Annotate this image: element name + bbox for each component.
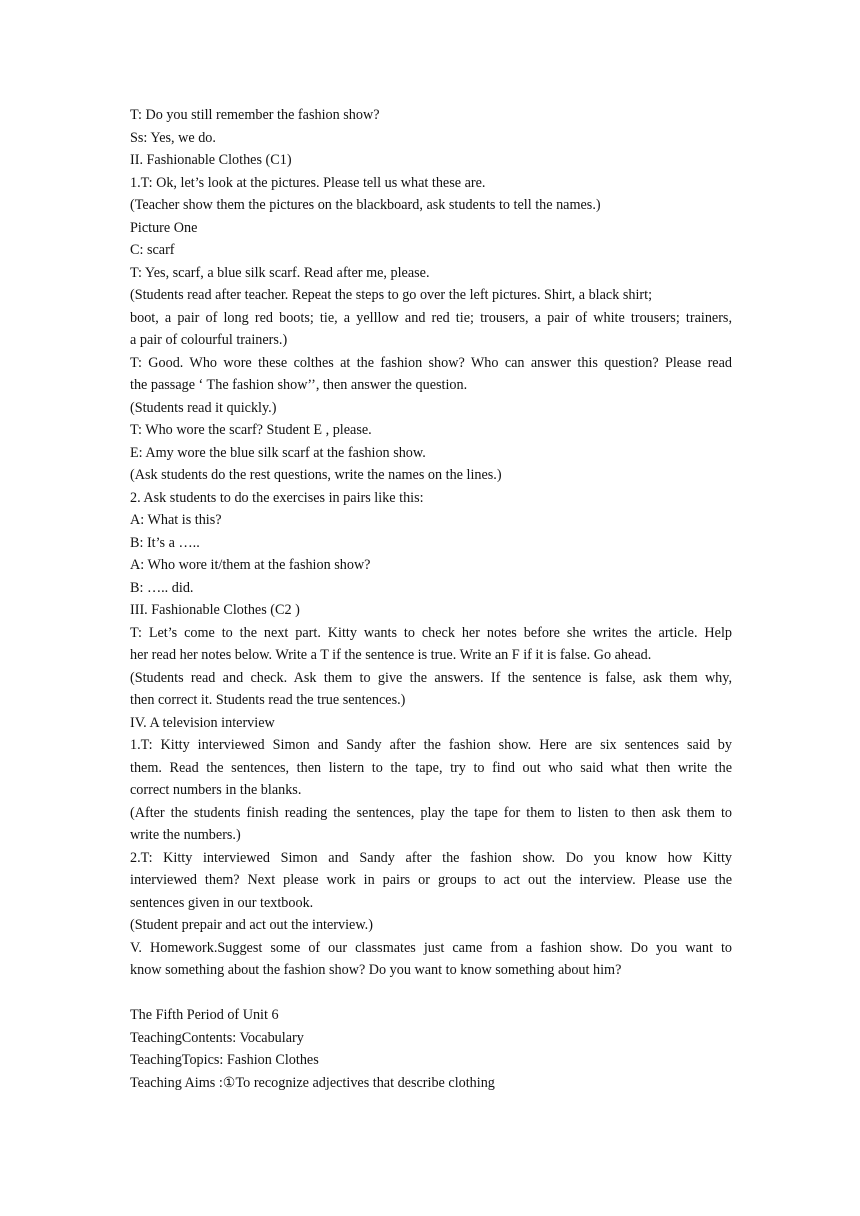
text-line: A: Who wore it/them at the fashion show?	[130, 557, 371, 573]
text-line: 2.T: Kitty interviewed Simon and Sandy after the fashion show. Do you know how Kitty	[130, 849, 732, 866]
text-line: correct numbers in the blanks.	[130, 782, 302, 798]
text-line: B: It’s a …..	[130, 534, 200, 551]
text-line: C: scarf	[130, 242, 175, 258]
text-line: T: Do you still remember the fashion show?	[130, 107, 380, 123]
text-line: TeachingContents: Vocabulary	[130, 1029, 304, 1046]
document-page	[130, 104, 732, 1094]
text-line: TeachingTopics: Fashion Clothes	[130, 1052, 319, 1068]
text-line: write the numbers.)	[130, 827, 241, 843]
text-line: (After the students finish reading the sentences, play the tape for them to listen to then ask them to	[130, 804, 732, 821]
text-line: her read her notes below. Write a T if the sentence is true. Write an F if it is false. Go ahead.	[130, 647, 652, 663]
text-line: a pair of colourful trainers.)	[130, 332, 288, 348]
text-line: (Students read it quickly.)	[130, 399, 277, 416]
text-line: boot, a pair of long red boots; tie, a yelllow and red tie; trousers, a pair of white trousers; trainers,	[130, 309, 732, 326]
text-line: IV. A television interview	[130, 714, 275, 731]
text-line: know something about the fashion show? Do you want to know something about him?	[130, 962, 622, 978]
text-line: B: ….. did.	[130, 579, 194, 596]
text-line: T: Let’s come to the next part. Kitty wants to check her notes before she writes the article. Help	[130, 624, 732, 641]
text-line: Teaching Aims :①To recognize adjectives that describe clothing	[130, 1074, 495, 1091]
text-line: them. Read the sentences, then listern to the tape, try to find out who said what then write the	[130, 759, 732, 776]
text-line: T: Good. Who wore these colthes at the fashion show? Who can answer this question? Please read	[130, 354, 732, 371]
text-line: The Fifth Period of Unit 6	[130, 1007, 279, 1023]
text-line: T: Who wore the scarf? Student E , please.	[130, 422, 372, 438]
text-line: (Students read after teacher. Repeat the steps to go over the left pictures. Shirt, a black shirt;	[130, 287, 653, 303]
text-line: interviewed them? Next please work in pairs or groups to act out the interview. Please use the	[130, 872, 732, 888]
text-line: T: Yes, scarf, a blue silk scarf. Read after me, please.	[130, 264, 430, 281]
text-line: (Teacher show them the pictures on the blackboard, ask students to tell the names.)	[130, 197, 601, 213]
text-line: 2. Ask students to do the exercises in pairs like this:	[130, 489, 424, 506]
text-line: (Student prepair and act out the interview.)	[130, 917, 373, 933]
text-line: III. Fashionable Clothes (C2 )	[130, 602, 300, 618]
text-line: sentences given in our textbook.	[130, 894, 314, 911]
text-line: E: Amy wore the blue silk scarf at the fashion show.	[130, 444, 426, 461]
text-line: A: What is this?	[130, 512, 222, 528]
text-line: Ss: Yes, we do.	[130, 129, 216, 146]
text-line: V. Homework.Suggest some of our classmates just came from a fashion show. Do you want to	[130, 939, 732, 956]
text-line: (Ask students do the rest questions, write the names on the lines.)	[130, 467, 502, 483]
text-line: 1.T: Kitty interviewed Simon and Sandy after the fashion show. Here are six sentences said by	[130, 737, 732, 753]
blank-line	[130, 982, 732, 1005]
text-line: Picture One	[130, 219, 198, 236]
text-line: (Students read and check. Ask them to give the answers. If the sentence is false, ask them why,	[130, 669, 732, 686]
text-line: 1.T: Ok, let’s look at the pictures. Please tell us what these are.	[130, 174, 486, 191]
text-line: the passage ‘ The fashion show’’, then answer the question.	[130, 377, 468, 393]
text-line: II. Fashionable Clothes (C1)	[130, 152, 292, 168]
text-line: then correct it. Students read the true sentences.)	[130, 692, 406, 708]
